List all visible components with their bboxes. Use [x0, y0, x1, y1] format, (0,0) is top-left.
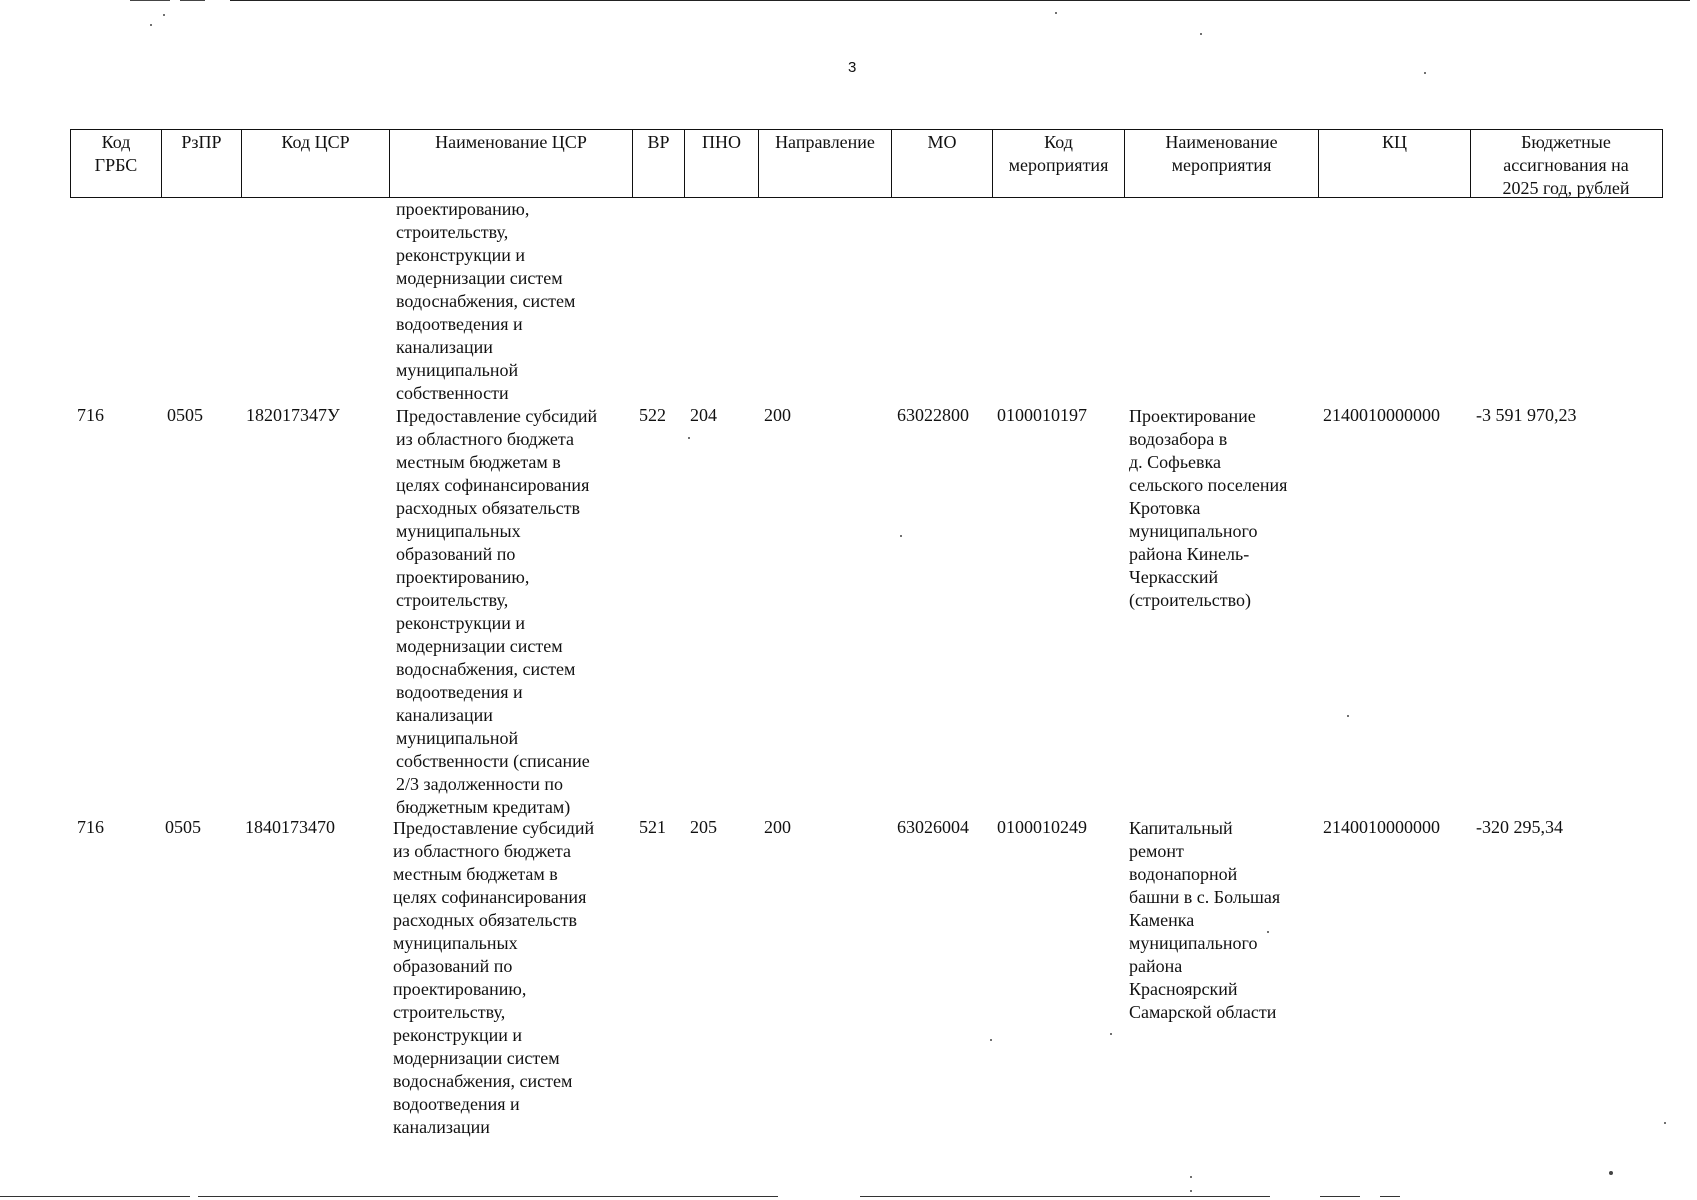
- top-rule: [230, 0, 1690, 1]
- row1-csr-code: 182017347У: [246, 405, 340, 425]
- scan-speck: [1664, 1122, 1666, 1124]
- row1-rzpr: 0505: [167, 405, 203, 425]
- scan-speck: [1347, 715, 1349, 717]
- header-csr-name: Наименование ЦСР: [390, 130, 633, 197]
- scan-speck: [1609, 1171, 1613, 1175]
- row2-event-name: Капитальный ремонт водонапорной башни в с. Большая Каменка муниципального района Красноярский Самарской области: [1129, 818, 1281, 1022]
- top-dash: [180, 0, 205, 1]
- row2-grbs: 716: [77, 817, 104, 837]
- row1-kc: 2140010000000: [1323, 405, 1440, 425]
- row2-csr-code: 1840173470: [245, 817, 335, 837]
- header-csr-code: Код ЦСР: [242, 130, 390, 197]
- row1-direction: 200: [764, 405, 791, 425]
- scan-speck: [1190, 1176, 1192, 1178]
- header-amount: Бюджетные ассигнования на 2025 год, рублей: [1502, 132, 1630, 198]
- scan-speck: [1424, 72, 1426, 74]
- scan-speck: [1190, 1190, 1192, 1192]
- row1-amount: -3 591 970,23: [1476, 405, 1577, 425]
- scan-speck: [1200, 33, 1202, 35]
- header-grbs: Код ГРБС: [71, 130, 162, 197]
- page-number: 3: [848, 59, 857, 76]
- scan-speck: [900, 535, 902, 537]
- header-vr: ВР: [633, 130, 685, 197]
- row2-event-code: 0100010249: [997, 817, 1087, 837]
- continuation-text: проектированию, строительству, реконструкции и модернизации систем водоснабжения, систем водоотведения и канализации муниципальной собственности: [396, 199, 576, 403]
- row1-vr: 522: [639, 405, 666, 425]
- header-pno: ПНО: [685, 130, 759, 197]
- bottom-rule: [1320, 1196, 1360, 1197]
- header-event-code: Код мероприятия: [993, 130, 1125, 197]
- bottom-rule: [1380, 1196, 1400, 1197]
- row1-mo: 63022800: [897, 405, 969, 425]
- row1-event-code: 0100010197: [997, 405, 1087, 425]
- bottom-rule: [198, 1196, 778, 1197]
- header-direction: Направление: [759, 130, 892, 197]
- scan-speck: [1110, 1033, 1112, 1035]
- top-dash: [130, 0, 170, 1]
- row2-pno: 205: [690, 817, 717, 837]
- row1-event-name: Проектирование водозабора в д. Софьевка сельского поселения Кротовка муниципального района Кинель- Черкасский (строительство): [1129, 406, 1288, 610]
- row2-mo: 63026004: [897, 817, 969, 837]
- row1-grbs: 716: [77, 405, 104, 425]
- table-header: [70, 129, 1663, 198]
- scan-speck: [163, 14, 165, 16]
- row1-pno: 204: [690, 405, 717, 425]
- scan-speck: [688, 437, 690, 439]
- row2-vr: 521: [639, 817, 666, 837]
- header-mo: МО: [892, 130, 993, 197]
- scan-speck: [1055, 12, 1057, 14]
- bottom-rule: [860, 1196, 1270, 1197]
- row2-direction: 200: [764, 817, 791, 837]
- row2-csr-name: Предоставление субсидий из областного бюджета местным бюджетам в целях софинансирования расходных обязательств муниципальных образований по проектированию, строительству, реконструкции и модернизации систем водоснабжения, систем водоотведения и канализации: [393, 818, 595, 1137]
- header-event-name: Наименование мероприятия: [1125, 130, 1319, 197]
- row2-kc: 2140010000000: [1323, 817, 1440, 837]
- header-kc: КЦ: [1319, 130, 1471, 197]
- scan-speck: [990, 1039, 992, 1041]
- header-rzpr: РзПР: [162, 130, 242, 197]
- bottom-rule: [0, 1196, 190, 1197]
- row2-amount: -320 295,34: [1476, 817, 1563, 837]
- row1-csr-name: Предоставление субсидий из областного бюджета местным бюджетам в целях софинансирования расходных обязательств муниципальных образований по проектированию, строительству, реконструкции и модернизации систем водоснабжения, систем водоотведения и канализации муниципальной собственности (списание 2/3 задолженности по бюджетным кредитам): [396, 406, 598, 817]
- row2-rzpr: 0505: [165, 817, 201, 837]
- scan-speck: [150, 24, 152, 26]
